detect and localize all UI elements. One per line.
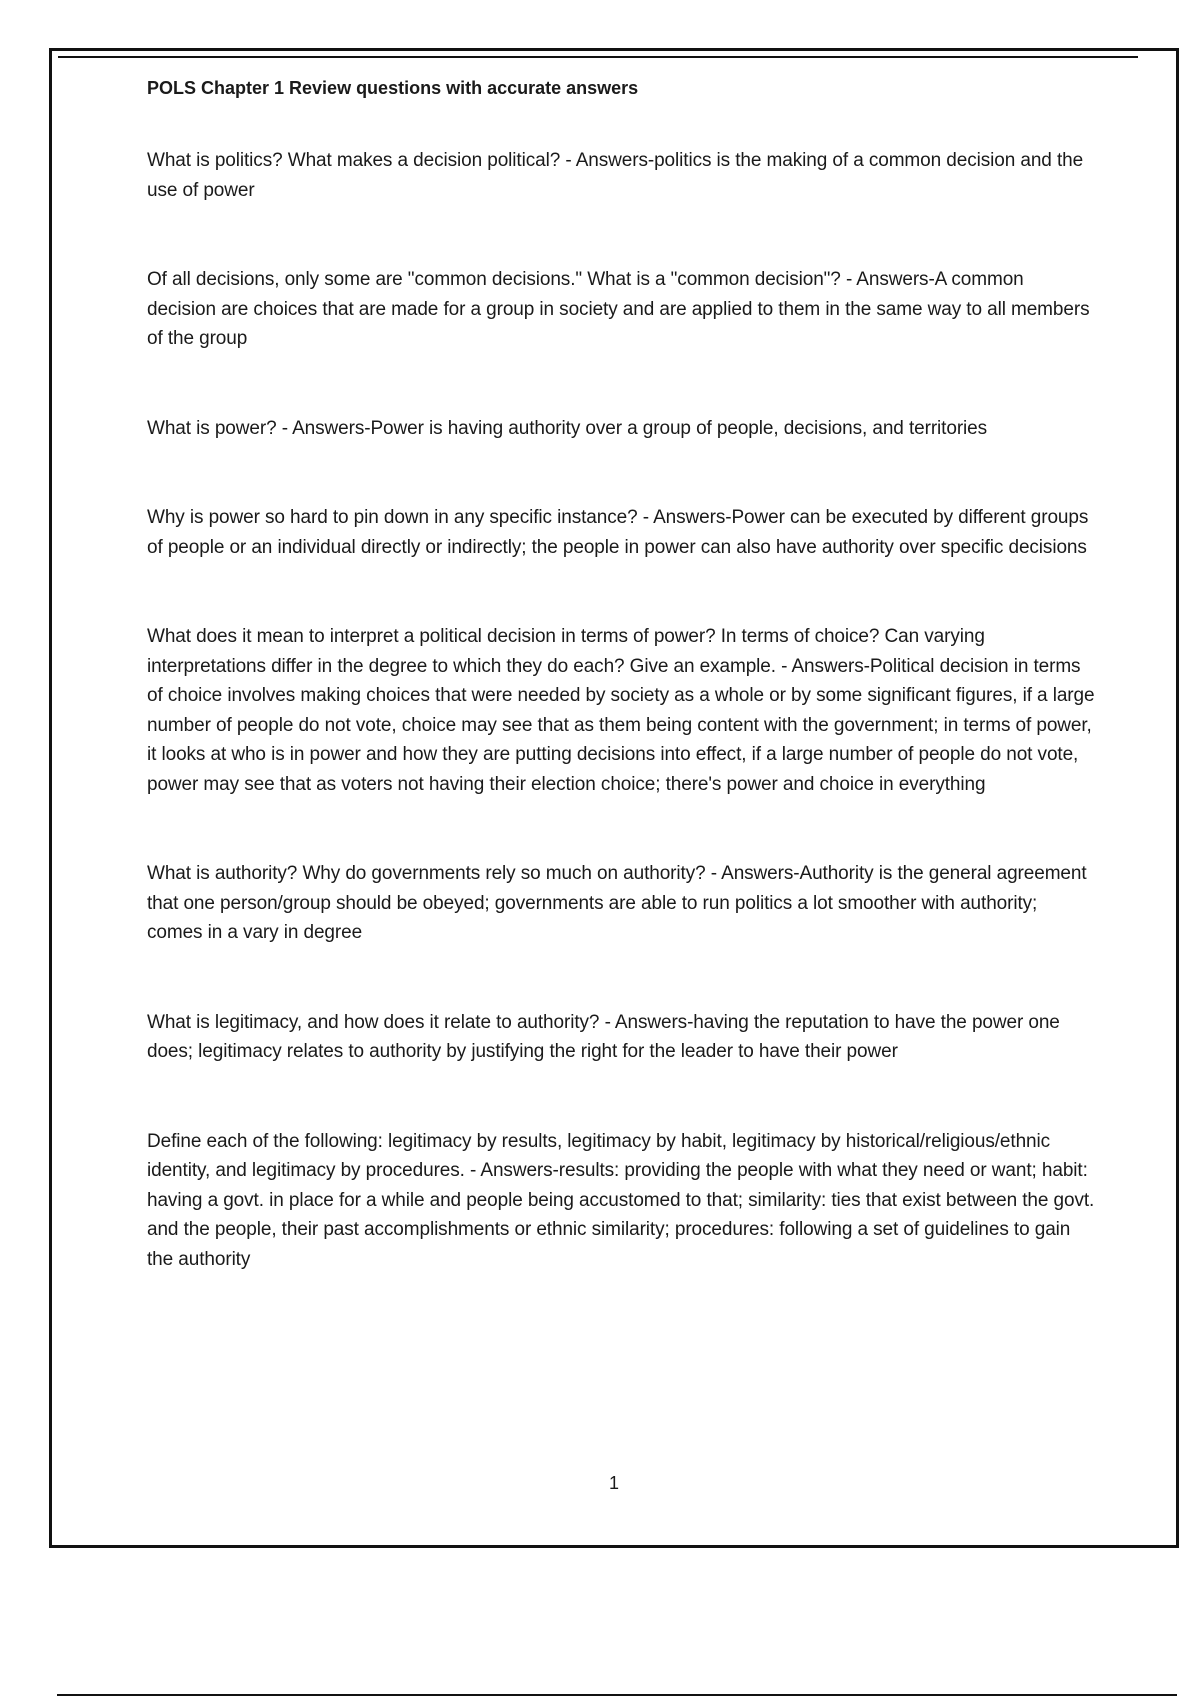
page-number: 1 (608, 1473, 619, 1493)
qa-item-legitimacy: What is legitimacy, and how does it relate to authority? - Answers-having the reputation to have the power one does; legitimacy relates to authority by justifying the right for the leader to have their power (147, 1011, 1060, 1062)
document-page (49, 48, 1179, 1548)
qa-item-power: What is power? - Answers-Power is having authority over a group of people, decisions, and territories (147, 417, 988, 439)
document-body (147, 75, 1097, 1334)
qa-item-power-and-choice: What does it mean to interpret a political decision in terms of power? In terms of choice? Can varying interpretations differ in the degree to which they do each? Give an example. - Answers-Political decision in terms of choice involves making choices that were needed by society as a whole or by some significant figures, if a large number of people do not vote, choice may see that as them being content with the government; in terms of power, it looks at who is in power and how they are putting decisions into effect, if a large number of people do not vote, power may see that as voters not having their election choice; there's power and choice in everything (147, 626, 1095, 795)
qa-item-legitimacy-types: Define each of the following: legitimacy by results, legitimacy by habit, legitimacy by historical/religious/ethnic identity, and legitimacy by procedures. - Answers-results: providing the people with what they need or want; habit: having a govt. in place for a while and people being accustomed to that; similarity: ties that exist between the govt. and the people, their past accomplishments or ethnic similarity; procedures: following a set of guidelines to gain the authority (147, 1130, 1095, 1270)
qa-item-politics: What is politics? What makes a decision political? - Answers-politics is the making of a common decision and the use of power (147, 150, 1084, 201)
next-page-rule (57, 1694, 1177, 1696)
qa-item-common-decision: Of all decisions, only some are "common decisions." What is a "common decision"? - Answers-A common decision are choices that are made for a group in society and are applied to them in the same way to all members of the group (147, 269, 1090, 349)
header-rule (58, 56, 1138, 58)
qa-item-authority: What is authority? Why do governments rely so much on authority? - Answers-Authority is the general agreement that one person/group should be obeyed; governments are able to run politics a lot smoother with authority; comes in a vary in degree (147, 863, 1087, 943)
document-title: POLS Chapter 1 Review questions with accurate answers (147, 78, 639, 98)
qa-item-power-pin-down: Why is power so hard to pin down in any specific instance? - Answers-Power can be executed by different groups of people or an individual directly or indirectly; the people in power can also have authority over specific decisions (147, 507, 1089, 558)
